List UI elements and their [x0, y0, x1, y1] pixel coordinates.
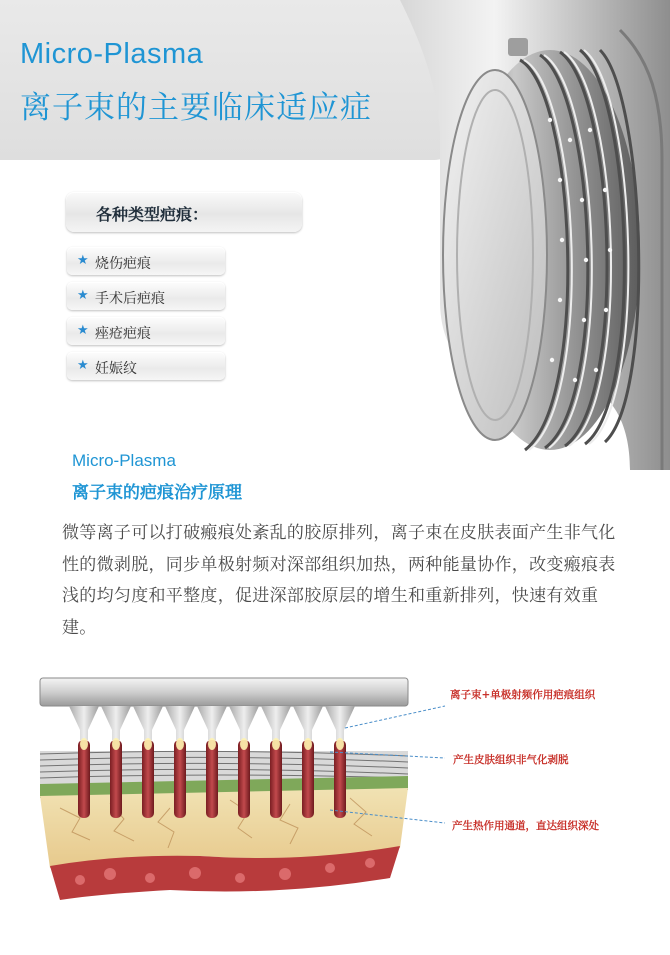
callout-non-vaporizing-ablation: 产生皮肤组织非气化剥脱 [453, 754, 569, 766]
star-icon: ★ [77, 288, 89, 303]
list-item-label: 妊娠纹 [95, 361, 137, 377]
list-item-label: 痤疮疤痕 [95, 326, 151, 342]
list-item-stretch-marks [67, 352, 225, 380]
list-item-surgical-scar [67, 282, 225, 310]
page-title-en: Micro-Plasma [20, 38, 204, 70]
list-item-label: 手术后疤痕 [95, 291, 165, 307]
star-icon: ★ [77, 323, 89, 338]
star-icon: ★ [77, 253, 89, 268]
principle-paragraph: 微等离子可以打破瘢痕处紊乱的胶原排列，离子束在皮肤表面产生非气化性的微剥脱，同步单极射频对深部组织加热，两种能量协作，改变瘢痕表浅的均匀度和平整度，促进深部胶原层的增生和重新排列，快速有效重建。 [62, 523, 616, 638]
callout-ion-beam-rf: 离子束+单极射频作用疤痕组织 [450, 689, 596, 701]
list-item-label: 烧伤疤痕 [95, 256, 151, 272]
scar-types-heading-bar [66, 192, 302, 232]
list-item-burn-scar [67, 247, 225, 275]
header-banner [0, 0, 460, 160]
star-icon: ★ [77, 358, 89, 373]
page-title-zh: 离子束的主要临床适应症 [20, 90, 372, 126]
callout-thermal-channel: 产生热作用通道，直达组织深处 [452, 820, 599, 832]
section-title-en: Micro-Plasma [72, 451, 176, 470]
section-title-zh: 离子束的疤痕治疗原理 [72, 483, 242, 503]
list-item-acne-scar [67, 317, 225, 345]
roller-device-image [400, 0, 670, 470]
treatment-diagram [0, 668, 670, 951]
scar-types-heading: 各种类型疤痕： [96, 205, 209, 224]
